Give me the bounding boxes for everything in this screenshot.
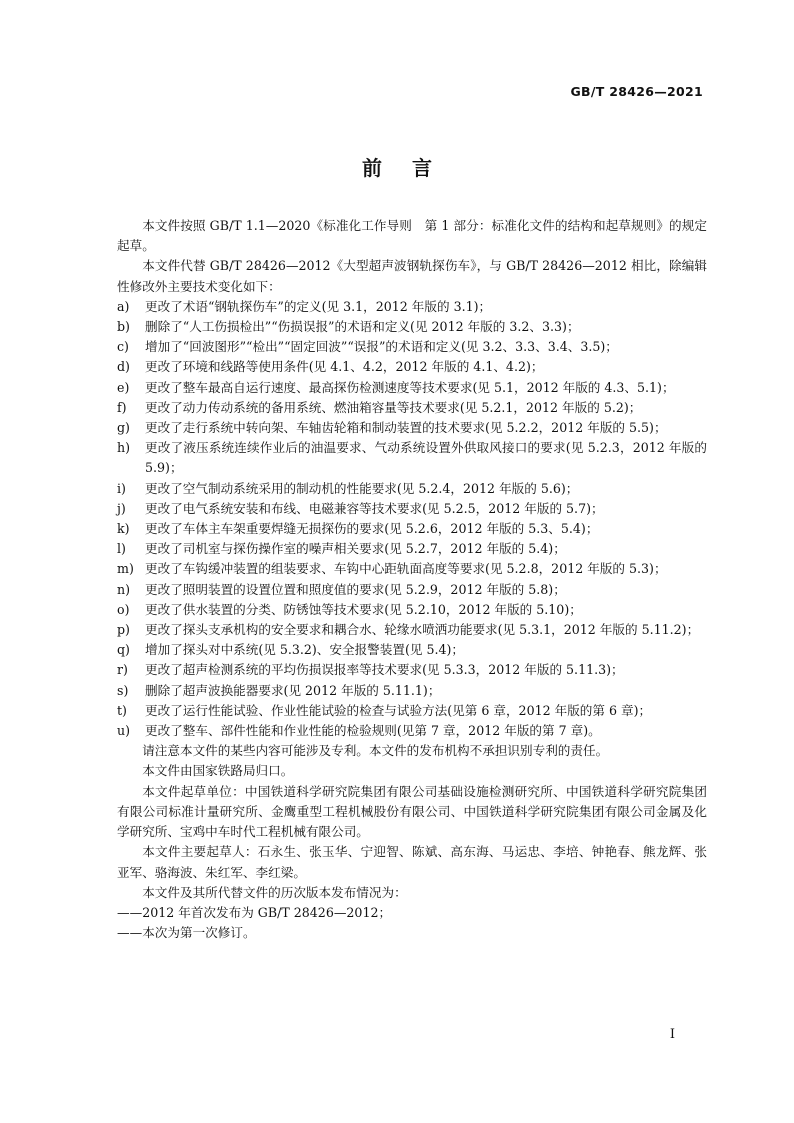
list-item-text: 更改了走行系统中转向架、车轴齿轮箱和制动装置的技术要求(见 5.2.2，2012 年版的 5.5)； bbox=[145, 420, 667, 436]
list-item-label: r) bbox=[117, 662, 128, 678]
list-item bbox=[117, 660, 707, 680]
list-item-text: 更改了供水装置的分类、防锈蚀等技术要求(见 5.2.10，2012 年版的 5.10)； bbox=[145, 601, 582, 617]
list-item-label: c) bbox=[117, 339, 129, 355]
list-item-text: 更改了整车最高自运行速度、最高探伤检测速度等技术要求(见 5.1，2012 年版的 4.3、5.1)； bbox=[145, 379, 675, 395]
list-item bbox=[117, 580, 707, 600]
history-intro: 本文件及其所代替文件的历次版本发布情况为： bbox=[142, 884, 407, 900]
list-item-text: 更改了空气制动系统采用的制动机的性能要求(见 5.2.4，2012 年版的 5.6)； bbox=[145, 480, 579, 496]
list-item-label: l) bbox=[117, 541, 126, 557]
list-item bbox=[117, 701, 707, 721]
list-item-text: 删除了“人工伤损检出”“伤损误报”的术语和定义(见 2012 年版的 3.2、3.3)； bbox=[145, 319, 580, 335]
standard-code: GB/T 28426—2021 bbox=[570, 84, 703, 99]
list-item-text: 更改了动力传动系统的备用系统、燃油箱容量等技术要求(见 5.2.1，2012 年版的 5.2)； bbox=[145, 399, 642, 415]
list-item-label: q) bbox=[117, 642, 130, 658]
list-item-text: 更改了超声检测系统的平均伤损误报率等技术要求(见 5.3.3，2012 年版的 5.11.3)； bbox=[145, 662, 624, 678]
list-item bbox=[117, 539, 707, 559]
list-item bbox=[117, 559, 707, 579]
patent-notice: 请注意本文件的某些内容可能涉及专利。本文件的发布机构不承担识别专利的责任。 bbox=[142, 743, 609, 759]
list-item-label: i) bbox=[117, 480, 126, 496]
replaces-paragraph: 本文件代替 GB/T 28426—2012《大型超声波钢轨探伤车》，与 GB/T 28426—2012 相比，除编辑性修改外主要技术变化如下： bbox=[117, 258, 707, 294]
list-item-text: 更改了液压系统连续作业后的油温要求、气动系统设置外供取风接口的要求(见 5.2.3，2012 年版的 5.9)； bbox=[145, 440, 707, 476]
list-item-text: 增加了探头对中系统(见 5.3.2)、安全报警装置(见 5.4)； bbox=[145, 642, 465, 658]
list-item-text: 更改了车钩缓冲装置的组装要求、车钩中心距轨面高度等要求(见 5.2.8，2012 年版的 5.3)； bbox=[145, 561, 667, 577]
list-item bbox=[117, 640, 707, 660]
list-item bbox=[117, 438, 707, 478]
list-item bbox=[117, 317, 707, 337]
list-item-label: b) bbox=[117, 319, 130, 335]
list-item bbox=[117, 600, 707, 620]
changes-list bbox=[117, 297, 707, 741]
list-item bbox=[117, 297, 707, 317]
list-item-text: 更改了环境和线路等使用条件(见 4.1、4.2，2012 年版的 4.1、4.2)； bbox=[145, 359, 544, 375]
list-item-text: 更改了运行性能试验、作业性能试验的检查与试验方法(见第 6 章，2012 年版的第 6 章)； bbox=[145, 702, 652, 718]
list-item bbox=[117, 337, 707, 357]
list-item-label: s) bbox=[117, 682, 129, 698]
list-item bbox=[117, 418, 707, 438]
list-item-label: k) bbox=[117, 521, 130, 537]
drafting-units-paragraph: 本文件起草单位：中国铁道科学研究院集团有限公司基础设施检测研究所、中国铁道科学研究院集团有限公司标准计量研究所、金鹰重型工程机械股份有限公司、中国铁道科学研究院集团有限公司金属及化学研究所、宝鸡中车时代工程机械有限公司。 bbox=[117, 783, 707, 840]
list-item-label: a) bbox=[117, 298, 130, 314]
list-item-label: m) bbox=[117, 561, 134, 577]
list-item-text: 更改了整车、部件性能和作业性能的检验规则(见第 7 章，2012 年版的第 7 章)。 bbox=[145, 723, 601, 739]
list-item-label: p) bbox=[117, 622, 130, 638]
proposer-paragraph: 本文件由国家铁路局归口。 bbox=[142, 763, 294, 779]
list-item bbox=[117, 398, 707, 418]
list-item-text: 更改了探头支承机构的安全要求和耦合水、轮缘水喷洒功能要求(见 5.3.1，2012 年版的 5.11.2)； bbox=[145, 622, 700, 638]
page-number: I bbox=[669, 1027, 675, 1042]
list-item-label: f) bbox=[117, 399, 127, 415]
list-item-label: n) bbox=[117, 581, 131, 597]
list-item bbox=[117, 681, 707, 701]
list-item-label: j) bbox=[117, 500, 126, 516]
list-item-label: h) bbox=[117, 440, 131, 456]
list-item-label: u) bbox=[117, 723, 131, 739]
page-title: 前言 bbox=[362, 156, 462, 180]
list-item-text: 更改了电气系统安装和布线、电磁兼容等技术要求(见 5.2.5，2012 年版的 5.7)； bbox=[145, 500, 604, 516]
list-item bbox=[117, 479, 707, 499]
list-item-label: o) bbox=[117, 601, 130, 617]
history-item: ——本次为第一次修订。 bbox=[117, 925, 256, 941]
history-item: ——2012 年首次发布为 GB/T 28426—2012； bbox=[117, 904, 392, 920]
list-item-label: d) bbox=[117, 359, 130, 375]
list-item bbox=[117, 378, 707, 398]
list-item-label: e) bbox=[117, 379, 130, 395]
list-item-label: t) bbox=[117, 702, 127, 718]
list-item bbox=[117, 721, 707, 741]
list-item-text: 删除了超声波换能器要求(见 2012 年版的 5.11.1)； bbox=[145, 682, 441, 698]
list-item-text: 更改了车体主车架重要焊缝无损探伤的要求(见 5.2.6，2012 年版的 5.3、5.4)； bbox=[145, 521, 599, 537]
drafters-paragraph: 本文件主要起草人：石永生、张玉华、宁迎智、陈斌、高东海、马运忠、李培、钟艳春、熊龙辉、张亚军、骆海波、朱红军、李红梁。 bbox=[117, 844, 707, 880]
list-item-text: 更改了术语“钢轨探伤车”的定义(见 3.1，2012 年版的 3.1)； bbox=[145, 298, 492, 314]
list-item-text: 更改了司机室与探伤操作室的噪声相关要求(见 5.2.7，2012 年版的 5.4)； bbox=[145, 541, 566, 557]
list-item bbox=[117, 499, 707, 519]
foreword-body bbox=[117, 216, 707, 943]
list-item bbox=[117, 357, 707, 377]
basis-paragraph: 本文件按照 GB/T 1.1—2020《标准化工作导则 第 1 部分：标准化文件的结构和起草规则》的规定起草。 bbox=[117, 218, 707, 254]
list-item-text: 增加了“回波图形”“检出”“固定回波”“误报”的术语和定义(见 3.2、3.3、3.4、3.5)； bbox=[145, 339, 618, 355]
list-item bbox=[117, 519, 707, 539]
list-item-label: g) bbox=[117, 420, 130, 436]
list-item bbox=[117, 620, 707, 640]
list-item-text: 更改了照明装置的设置位置和照度值的要求(见 5.2.9，2012 年版的 5.8)； bbox=[145, 581, 566, 597]
